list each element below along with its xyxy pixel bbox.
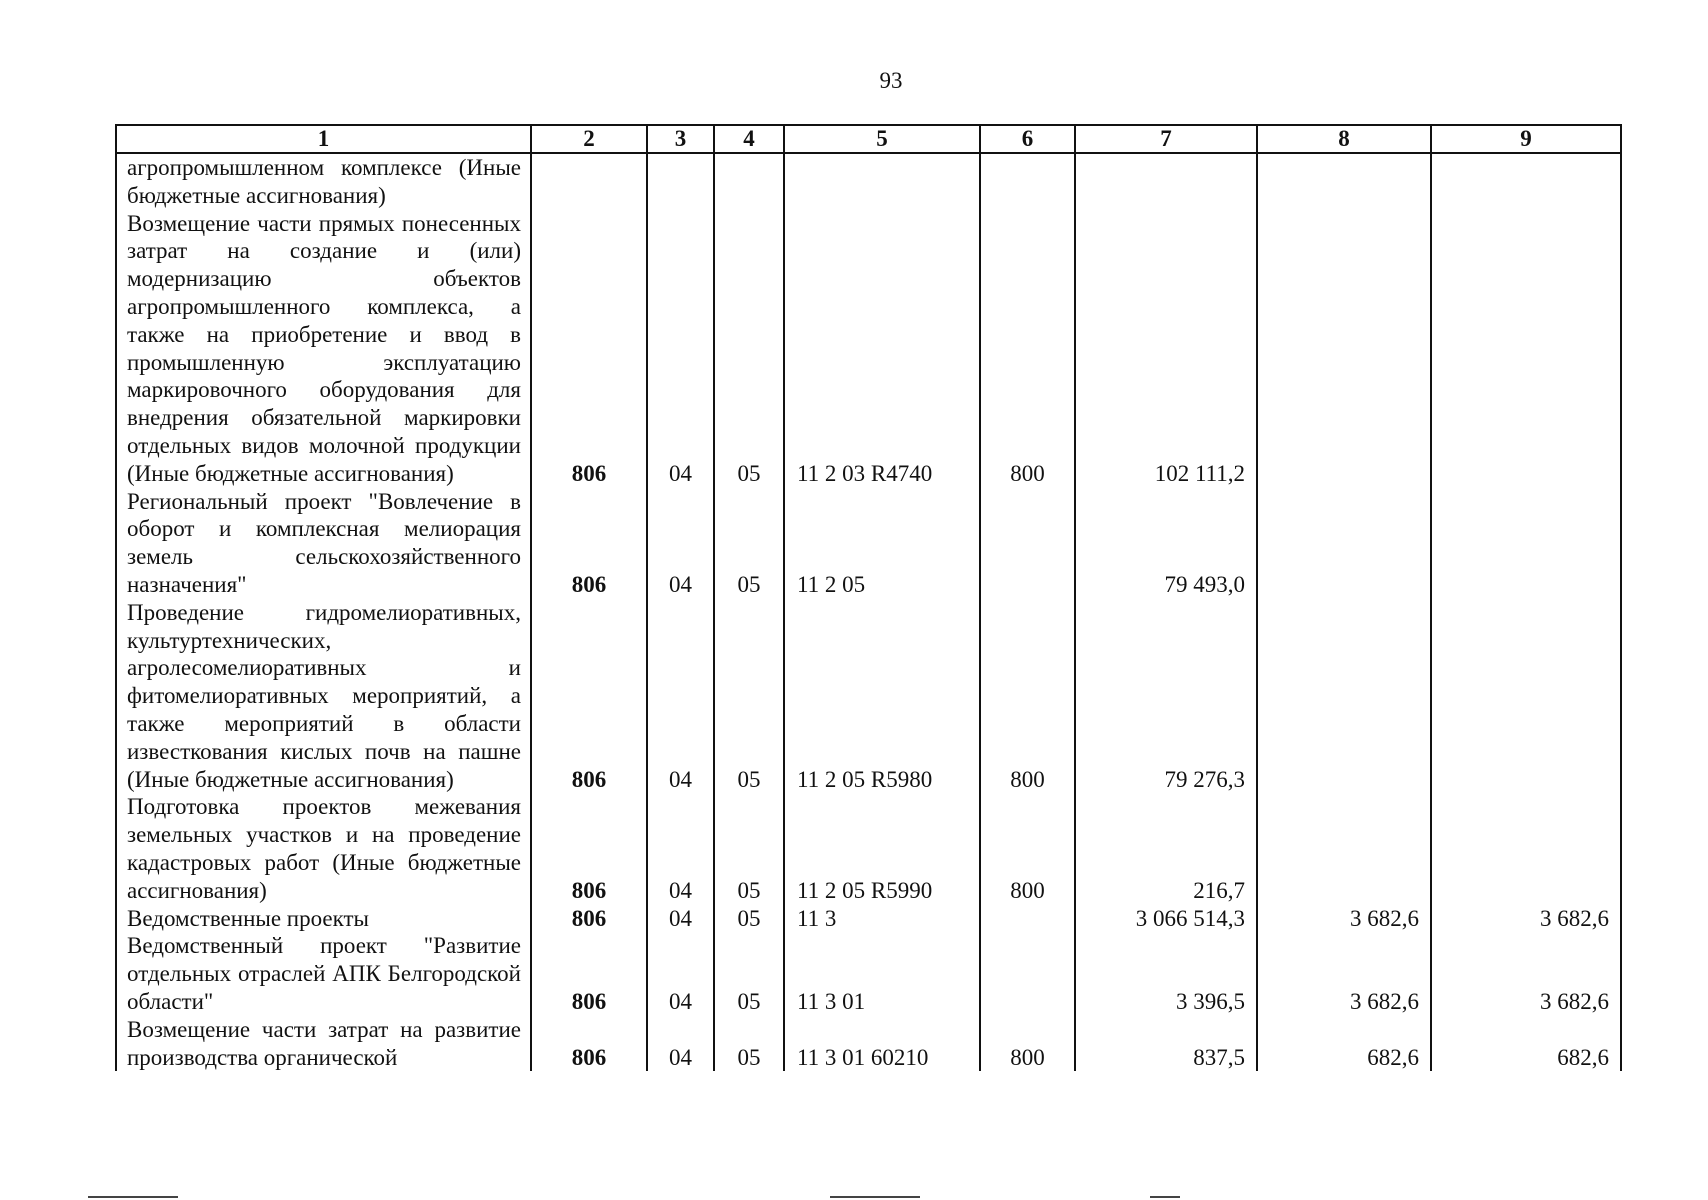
cell-target-article: 11 2 03 R4740	[784, 210, 980, 488]
row-name: Подготовка проектов межевания земельных участков и на проведение кадастровых работ (Иные бюджетные ассигнования)	[116, 793, 531, 904]
cell-section: 04	[647, 1016, 714, 1072]
table-row	[116, 153, 1621, 210]
cell-amount-7: 3 066 514,3	[1075, 905, 1257, 933]
cell-admin-code	[531, 153, 647, 210]
column-header-6: 6	[980, 125, 1075, 153]
cell-target-article: 11 3 01	[784, 932, 980, 1015]
row-name: Возмещение части затрат на развитие производства органической	[116, 1016, 531, 1072]
cell-admin-code: 806	[531, 932, 647, 1015]
cell-amount-9	[1431, 793, 1621, 904]
cell-expense-type	[980, 153, 1075, 210]
column-header-8: 8	[1257, 125, 1431, 153]
cell-section: 04	[647, 793, 714, 904]
page-number: 93	[879, 68, 903, 93]
cell-amount-9	[1431, 599, 1621, 794]
cell-amount-7: 79 276,3	[1075, 599, 1257, 794]
row-name: Ведомственный проект "Развитие отдельных отраслей АПК Белгородской области"	[116, 932, 531, 1015]
cell-expense-type: 800	[980, 210, 1075, 488]
cell-admin-code: 806	[531, 1016, 647, 1072]
row-name: Региональный проект "Вовлечение в оборот и комплексная мелиорация земель сельскохозяйственного назначения"	[116, 488, 531, 599]
table-header	[116, 125, 1621, 153]
table-body	[116, 153, 1621, 1071]
table-row	[116, 1016, 1621, 1072]
cell-amount-7: 216,7	[1075, 793, 1257, 904]
cell-section	[647, 153, 714, 210]
cell-section: 04	[647, 210, 714, 488]
cell-target-article: 11 2 05 R5980	[784, 599, 980, 794]
scan-edge-line	[1150, 1196, 1180, 1198]
row-name: агропромышленном комплексе (Иные бюджетные ассигнования)	[116, 153, 531, 210]
cell-subsection: 05	[714, 793, 784, 904]
cell-subsection: 05	[714, 1016, 784, 1072]
cell-subsection: 05	[714, 905, 784, 933]
cell-expense-type	[980, 932, 1075, 1015]
column-header-1: 1	[116, 125, 531, 153]
table-row	[116, 932, 1621, 1015]
cell-subsection	[714, 153, 784, 210]
cell-expense-type: 800	[980, 599, 1075, 794]
cell-amount-9	[1431, 210, 1621, 488]
column-header-4: 4	[714, 125, 784, 153]
header-row	[116, 125, 1621, 153]
cell-amount-8	[1257, 793, 1431, 904]
cell-target-article: 11 3 01 60210	[784, 1016, 980, 1072]
cell-amount-8	[1257, 210, 1431, 488]
cell-amount-7	[1075, 153, 1257, 210]
cell-section: 04	[647, 905, 714, 933]
cell-expense-type	[980, 905, 1075, 933]
cell-expense-type	[980, 488, 1075, 599]
cell-amount-9: 3 682,6	[1431, 905, 1621, 933]
cell-expense-type: 800	[980, 1016, 1075, 1072]
cell-amount-8	[1257, 153, 1431, 210]
cell-target-article: 11 2 05	[784, 488, 980, 599]
cell-section: 04	[647, 488, 714, 599]
table-row	[116, 793, 1621, 904]
cell-amount-7: 3 396,5	[1075, 932, 1257, 1015]
scan-edge-line	[88, 1196, 178, 1198]
cell-target-article: 11 3	[784, 905, 980, 933]
cell-target-article: 11 2 05 R5990	[784, 793, 980, 904]
cell-amount-7: 79 493,0	[1075, 488, 1257, 599]
scan-edge-line	[830, 1196, 920, 1198]
column-header-7: 7	[1075, 125, 1257, 153]
row-name: Проведение гидромелиоративных, культуртехнических, агролесомелиоративных и фитомелиоративных мероприятий, а также мероприятий в области известкования кислых почв на пашне (Иные бюджетные ассигнования)	[116, 599, 531, 794]
cell-amount-9: 682,6	[1431, 1016, 1621, 1072]
cell-amount-7: 102 111,2	[1075, 210, 1257, 488]
cell-admin-code: 806	[531, 793, 647, 904]
cell-section: 04	[647, 932, 714, 1015]
cell-amount-9: 3 682,6	[1431, 932, 1621, 1015]
row-name: Возмещение части прямых понесенных затрат на создание и (или) модернизацию объектов агропромышленного комплекса, а также на приобретение и ввод в промышленную эксплуатацию маркировочного оборудования для внедрения обязательной маркировки отдельных видов молочной продукции (Иные бюджетные ассигнования)	[116, 210, 531, 488]
row-name: Ведомственные проекты	[116, 905, 531, 933]
cell-amount-9	[1431, 488, 1621, 599]
column-header-9: 9	[1431, 125, 1621, 153]
cell-admin-code: 806	[531, 599, 647, 794]
cell-amount-8	[1257, 488, 1431, 599]
cell-expense-type: 800	[980, 793, 1075, 904]
budget-table	[115, 124, 1622, 1071]
cell-amount-9	[1431, 153, 1621, 210]
cell-admin-code: 806	[531, 210, 647, 488]
table-row	[116, 599, 1621, 794]
table-row	[116, 488, 1621, 599]
column-header-5: 5	[784, 125, 980, 153]
column-header-3: 3	[647, 125, 714, 153]
cell-amount-8	[1257, 599, 1431, 794]
cell-admin-code: 806	[531, 488, 647, 599]
cell-subsection: 05	[714, 488, 784, 599]
cell-section: 04	[647, 599, 714, 794]
cell-subsection: 05	[714, 599, 784, 794]
cell-subsection: 05	[714, 932, 784, 1015]
cell-target-article	[784, 153, 980, 210]
cell-amount-8: 3 682,6	[1257, 932, 1431, 1015]
table-row	[116, 905, 1621, 933]
column-header-2: 2	[531, 125, 647, 153]
cell-amount-7: 837,5	[1075, 1016, 1257, 1072]
cell-amount-8: 3 682,6	[1257, 905, 1431, 933]
table-row	[116, 210, 1621, 488]
cell-subsection: 05	[714, 210, 784, 488]
cell-amount-8: 682,6	[1257, 1016, 1431, 1072]
cell-admin-code: 806	[531, 905, 647, 933]
